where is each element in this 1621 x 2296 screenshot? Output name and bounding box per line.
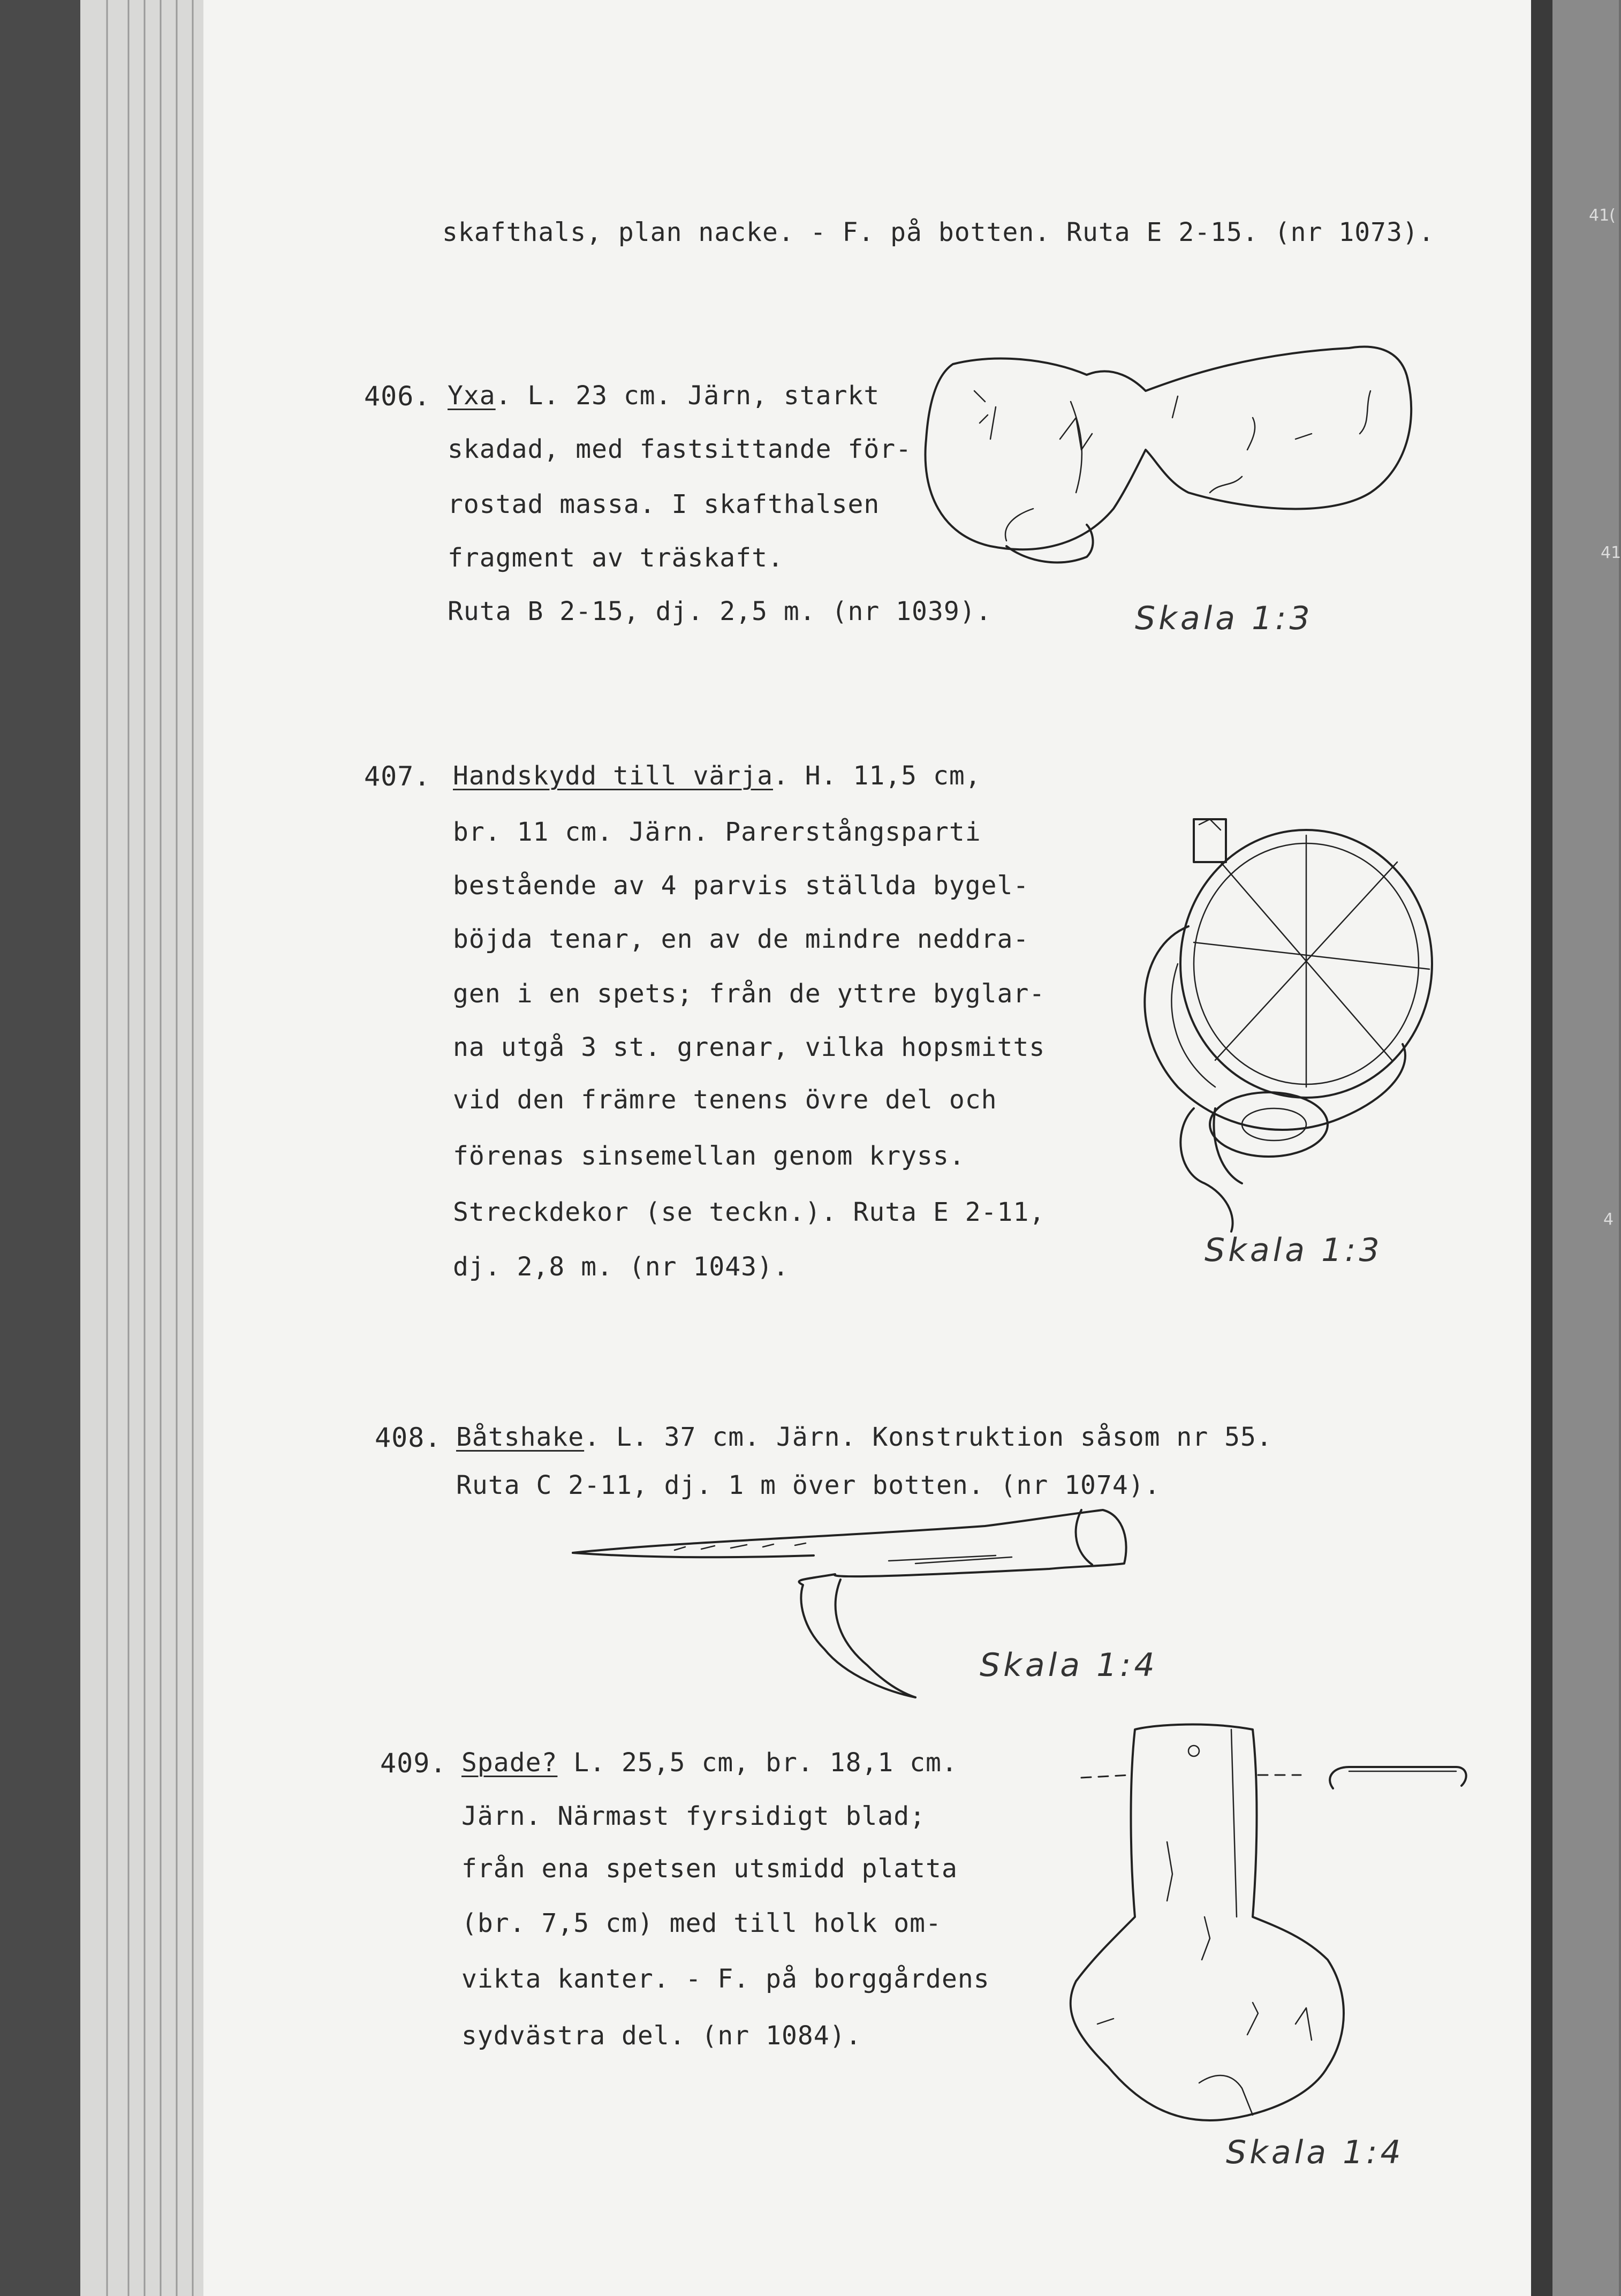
- spade-drawing: [1049, 1713, 1478, 2131]
- entry-407-scale: Skala 1:3: [1205, 1232, 1383, 1269]
- entry-409-line-2: Järn. Närmast fyrsidigt blad;: [461, 1801, 926, 1831]
- entry-407-line-8: förenas sinsemellan genom kryss.: [453, 1141, 965, 1171]
- entry-406-text-1: . L. 23 cm. Järn, starkt: [495, 381, 880, 411]
- entry-409-text-1: L. 25,5 cm, br. 18,1 cm.: [557, 1748, 958, 1778]
- entry-409-number: 409.: [380, 1748, 447, 1779]
- entry-407-line-1: [453, 763, 981, 789]
- axe-drawing: [910, 332, 1424, 600]
- entry-407-line-3: bestående av 4 parvis ställda bygel-: [453, 871, 1029, 901]
- entry-409-title: Spade?: [461, 1748, 558, 1778]
- entry-407-title: Handskydd till värja: [453, 761, 773, 791]
- entry-408-text-1: . L. 37 cm. Järn. Konstruktion såsom nr 55.: [584, 1422, 1272, 1452]
- entry-408-line-1: [456, 1424, 1272, 1450]
- entry-409-line-1: [461, 1750, 958, 1776]
- entry-407-line-10: dj. 2,8 m. (nr 1043).: [453, 1252, 789, 1282]
- continuation-line: skafthals, plan nacke. - F. på botten. Ruta E 2-15. (nr 1073).: [442, 217, 1435, 247]
- entry-406-line-5: Ruta B 2-15, dj. 2,5 m. (nr 1039).: [448, 596, 992, 626]
- entry-407-line-7: vid den främre tenens övre del och: [453, 1085, 997, 1115]
- entry-406-number: 406.: [364, 381, 431, 412]
- entry-406-line-2: skadad, med fastsittande för-: [448, 434, 912, 464]
- entry-407-line-2: br. 11 cm. Järn. Parerstångsparti: [453, 817, 981, 847]
- entry-408-line-2: Ruta C 2-11, dj. 1 m över botten. (nr 1074).: [456, 1470, 1161, 1500]
- entry-407-number: 407.: [364, 761, 431, 792]
- entry-406-scale: Skala 1:3: [1135, 600, 1313, 637]
- entry-409-scale: Skala 1:4: [1226, 2134, 1404, 2171]
- entry-407-text-1: . H. 11,5 cm,: [772, 761, 981, 791]
- entry-407-line-5: gen i en spets; från de yttre byglar-: [453, 979, 1046, 1009]
- entry-409-line-3: från ena spetsen utsmidd platta: [461, 1854, 958, 1884]
- entry-409-line-4: (br. 7,5 cm) med till holk om-: [461, 1908, 942, 1938]
- entry-408-scale: Skala 1:4: [980, 1647, 1158, 1684]
- entry-406-line-3: rostad massa. I skafthalsen: [448, 489, 880, 519]
- entry-406-line-1: [448, 383, 880, 409]
- entry-409-line-6: sydvästra del. (nr 1084).: [461, 2021, 862, 2051]
- entry-408-title: Båtshake: [456, 1422, 585, 1452]
- margin-mark-3: 4: [1603, 1210, 1614, 1229]
- entry-408-number: 408.: [375, 1422, 442, 1453]
- entry-406-line-4: fragment av träskaft.: [448, 543, 784, 573]
- entry-407-line-6: na utgå 3 st. grenar, vilka hopsmitts: [453, 1032, 1046, 1062]
- margin-mark-2: 41: [1601, 543, 1621, 562]
- boathook-drawing: [567, 1499, 1146, 1713]
- entry-406-title: Yxa: [448, 381, 496, 411]
- entry-407-line-9: Streckdekor (se teckn.). Ruta E 2-11,: [453, 1197, 1046, 1227]
- entry-407-line-4: böjda tenar, en av de mindre neddra-: [453, 924, 1029, 954]
- margin-mark-1: 41(: [1589, 206, 1616, 225]
- entry-409-line-5: vikta kanter. - F. på borggårdens: [461, 1964, 990, 1994]
- hand-guard-drawing: [1114, 809, 1445, 1237]
